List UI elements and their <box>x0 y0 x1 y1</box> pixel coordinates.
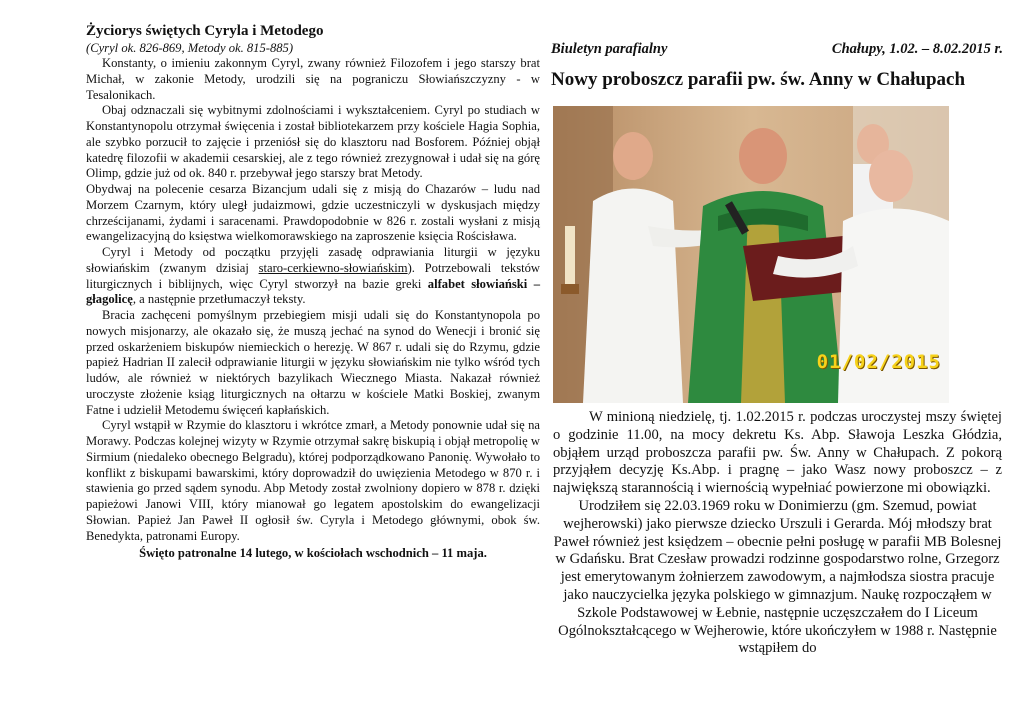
paragraph-4 <box>86 245 540 308</box>
paragraph-4-part-a: Cyryl i Metody od początku przyjęli zasadę odprawiania liturgii w języku słowiańskim (zwanym dzisiaj <box>86 245 540 275</box>
photo-date-stamp: 01/02/2015 <box>816 351 941 373</box>
left-article <box>86 22 540 562</box>
feast-day-note: Święto patronalne 14 lutego, w kościołach wschodnich – 11 maja. <box>139 546 487 561</box>
right-paragraph-1: W minioną niedzielę, tj. 1.02.2015 r. podczas uroczystej mszy świętej o godzinie 11.00, na mocy dekretu Ks. Abp. Sławoja Leszka Głódzia, objąłem urząd proboszcza parafii pw. Św. Anny w Chałupach. Z pokorą przyjąłem decyzję Ks.Abp. i pragnę – jako Wasz nowy proboszcz – z największą starannością i wiernością wypełniać powierzone mi obowiązki. <box>553 409 1002 497</box>
paragraph-4-part-b: ). Potrzebowali tekstów liturgicznych i biblijnych, więc Cyryl stworzył na bazie greki <box>86 260 540 291</box>
paragraph-2: Obaj odznaczali się wybitnymi zdolnościami i wykształceniem. Cyryl po studiach w Konstantynopolu otrzymał święcenia i został bibliotekarzem przy kościele Hagia Sophia, ale szybko porzucił to zajęcie i przeniósł się do klasztoru nad Bosforem. Później objął katedrę filozofii w akademii cesarskiej, ale z tego również zrezygnował i udał się na górę Olimp, gdzie już od ok. 840 r. przebywał jego starszy brat Metody. <box>86 103 540 181</box>
bulletin-date: Chałupy, 1.02. – 8.02.2015 r. <box>831 41 1003 57</box>
paragraph-1: Konstanty, o imieniu zakonnym Cyryl, zwany również Filozofem i jego starszy brat Michał, w zakonie Metody, urodzili się na pograniczu Słowiańszczyzny - w Tesalonikach. <box>86 56 540 102</box>
paragraph-6: Cyryl wstąpił w Rzymie do klasztoru i wkrótce zmarł, a Metody ponownie udał się na Morawy. Podczas kolejnej wizyty w Rzymie otrzymał sakrę biskupią i objął metropolię w Sirmium (niedaleko obecnego Belgradu), której podporządkowano Panonię. Wywołało to konflikt z biskupami bawarskimi, który doprowadził do uwięzienia Metodego w 870 r. i stawienia go przed sądem synodu. Abp Metody został zwolniony dopiero w 878 r. dzięki papieżowi Janowi VIII, który mianował go legatem apostolskim do ewangelizacji Słowian. Papież Jan Paweł II ogłosił św. Cyryla i Metodego głównymi, obok św. Benedykta, patronami Europy. <box>86 418 540 543</box>
bulletin-header <box>551 40 1003 58</box>
right-article-title: Nowy proboszcz parafii pw. św. Anny w Chałupach <box>551 69 966 90</box>
right-column <box>551 40 1003 92</box>
paragraph-5: Bracia zachęceni pomyślnym przebiegiem misji udali się do Konstantynopola po nowych misjonarzy, ale okazało się, że muszą jechać na synod do Wenecji i bronić się przed oskarżeniem biskupów niemieckich o herezję. W 867 r. udali się do Rzymu, gdzie papież Hadrian II zalecił odprawianie liturgii w języku słowiańskim nie tylko wśród tych ludów, ale również w niektórych bazylikach Wiecznego Miasta. Nakazał również uroczyste złożenie ksiąg liturgicznych na ołtarzu w kościele Matki Boskiej, zwanym Fatne i udzielił Metodemu święceń kapłańskich. <box>86 308 540 417</box>
left-article-subtitle: (Cyryl ok. 826-869, Metody ok. 815-885) <box>86 41 294 55</box>
bulletin-name: Biuletyn parafialny <box>551 41 668 57</box>
ceremony-photo <box>553 106 949 403</box>
left-article-title: Życiorys świętych Cyryla i Metodego <box>86 23 324 39</box>
paragraph-3: Obydwaj na polecenie cesarza Bizancjum udali się z misją do Chazarów – ludu nad Morzem Czarnym, który uległ judaizmowi, gdzie uczestniczyli w dyskusjach między chrześcijanami, żydami i saracenami. Prawdopodobnie w 826 r. zostali wysłani z misją ewangelizacyjną do księstwa wielkomorawskiego na zaproszenie księcia Rościsława. <box>86 182 540 244</box>
bold-term: alfabet słowiański – głagolicę <box>86 276 540 307</box>
underlined-term: staro-cerkiewno-słowiańskim <box>258 260 408 275</box>
right-paragraph-2: Urodziłem się 22.03.1969 roku w Donimierzu (gm. Szemud, powiat wejherowski) jako pierwsze dziecko Urszuli i Gerarda. Mój młodszy brat Paweł również jest księdzem – obecnie pełni posługę w parafii MB Bolesnej w Gdańsku. Brat Czesław prowadzi rodzinne gospodarstwo rolne, Grzegorz jest emerytowanym żołnierzem zawodowym, a najmłodsza siostra pracuje jako nauczycielka języka polskiego w gimnazjum. Naukę rozpocząłem w Szkole Podstawowej w Łebnie, następnie uczęszczałem do I Liceum Ogólnokształcącego w Wejherowie, które ukończyłem w 1988 r. Następnie wstąpiłem do <box>553 497 1002 657</box>
paragraph-4-part-c: , a następnie przetłumaczył teksty. <box>132 292 306 307</box>
right-article-body <box>553 409 1002 658</box>
